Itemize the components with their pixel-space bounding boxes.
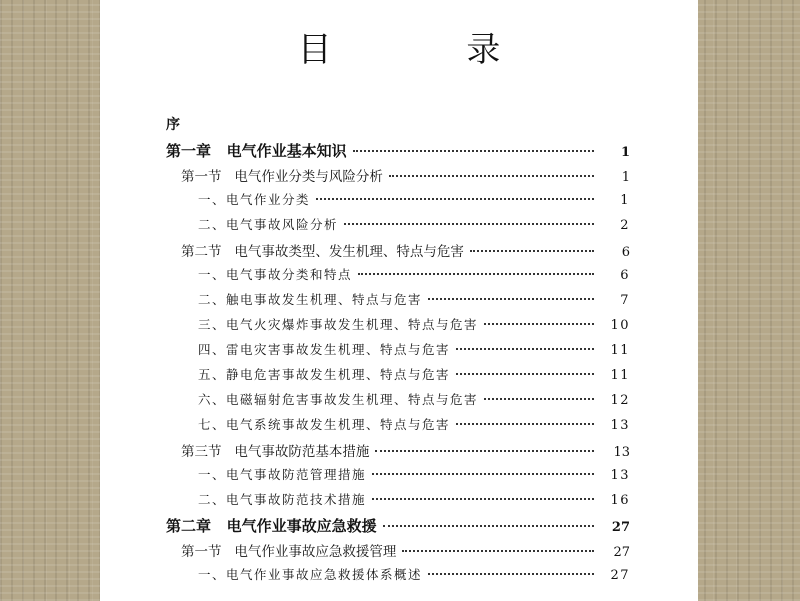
toc-page-number: 16 [610,493,630,508]
dot-leader [428,298,594,300]
toc-page-number: 7 [620,293,630,308]
toc-entry-title: 四、雷电灾害事故发生机理、特点与危害 [198,342,451,357]
toc-entry-title: 一、电气事故防范管理措施 [198,467,367,482]
dot-leader [358,273,594,275]
toc-entry-title: 第一章 电气作业基本知识 [166,142,347,160]
toc-page-number: 6 [620,268,630,283]
dot-leader [428,573,594,575]
toc-entry-item[interactable] [100,315,698,337]
toc-entry-section[interactable] [100,165,698,187]
toc-entry-title: 一、电气作业分类 [198,192,311,207]
dot-leader [470,250,594,252]
toc-entry-title: 六、电磁辐射危害事故发生机理、特点与危害 [198,392,479,407]
toc-entry-title: 第三节 电气事故防范基本措施 [181,444,370,460]
dot-leader [372,498,594,500]
toc-page-number: 10 [610,318,630,333]
toc-entry-section[interactable] [100,540,698,562]
toc-entry-item[interactable] [100,490,698,512]
dot-leader [389,175,594,177]
toc-entry-title: 一、电气作业事故应急救援体系概述 [198,567,423,582]
page-title: 目 录 [297,30,563,70]
dot-leader [456,423,594,425]
toc-entry-item[interactable] [100,290,698,312]
toc-page-number: 2 [620,218,630,233]
toc-page-number: 13 [613,445,630,460]
toc-entry-chapter[interactable] [100,515,698,537]
dot-leader [383,525,594,527]
dot-leader [456,348,594,350]
toc-page-number: 27 [610,568,630,583]
toc-page-number: 27 [613,545,630,560]
toc-page-number: 6 [621,245,630,260]
toc-page-number: 11 [610,368,630,383]
toc-entry-title: 二、电气事故风险分析 [198,217,339,232]
toc-entry-item[interactable] [100,565,698,587]
dot-leader [344,223,594,225]
toc-entry-title: 第一节 电气作业分类与风险分析 [181,169,383,185]
toc-entry-item[interactable] [100,415,698,437]
toc-page-number: 1 [620,193,630,208]
toc-entry-item[interactable] [100,215,698,237]
dot-leader [316,198,594,200]
dot-leader [402,550,594,552]
toc-entry-title: 第二章 电气作业事故应急救援 [166,517,377,535]
toc-page-number: 12 [610,393,630,408]
toc-entry-title: 二、电气事故防范技术措施 [198,492,367,507]
toc-entry-item[interactable] [100,390,698,412]
toc-page-number: 11 [610,343,630,358]
toc-entry-item[interactable] [100,340,698,362]
toc-page-number: 1 [621,170,630,185]
toc-page-number: 27 [611,520,630,535]
toc-entry-title: 二、触电事故发生机理、特点与危害 [198,292,423,307]
dot-leader [372,473,594,475]
toc-page-number: 1 [620,145,630,160]
book-page [100,0,698,601]
dot-leader [484,323,594,325]
dot-leader [353,150,594,152]
toc-page-number: 13 [610,418,630,433]
toc-entry-item[interactable] [100,190,698,212]
toc-entry-title: 五、静电危害事故发生机理、特点与危害 [198,367,451,382]
toc-entry-section[interactable] [100,440,698,462]
toc-entry-item[interactable] [100,365,698,387]
toc-entry-item[interactable] [100,465,698,487]
dot-leader [456,373,594,375]
toc-entry-section[interactable] [100,240,698,262]
toc-entry-title: 一、电气事故分类和特点 [198,267,353,282]
dot-leader [375,450,594,452]
toc-entry-chapter[interactable] [100,140,698,162]
toc-preface: 序 [166,117,180,133]
toc-entry-title: 第一节 电气作业事故应急救援管理 [181,544,397,560]
toc-page-number: 13 [610,468,630,483]
toc-entry-item[interactable] [100,265,698,287]
toc-entry-title: 三、电气火灾爆炸事故发生机理、特点与危害 [198,317,479,332]
toc-entry-title: 七、电气系统事故发生机理、特点与危害 [198,417,451,432]
dot-leader [484,398,594,400]
toc-entry-title: 第二节 电气事故类型、发生机理、特点与危害 [181,244,464,260]
